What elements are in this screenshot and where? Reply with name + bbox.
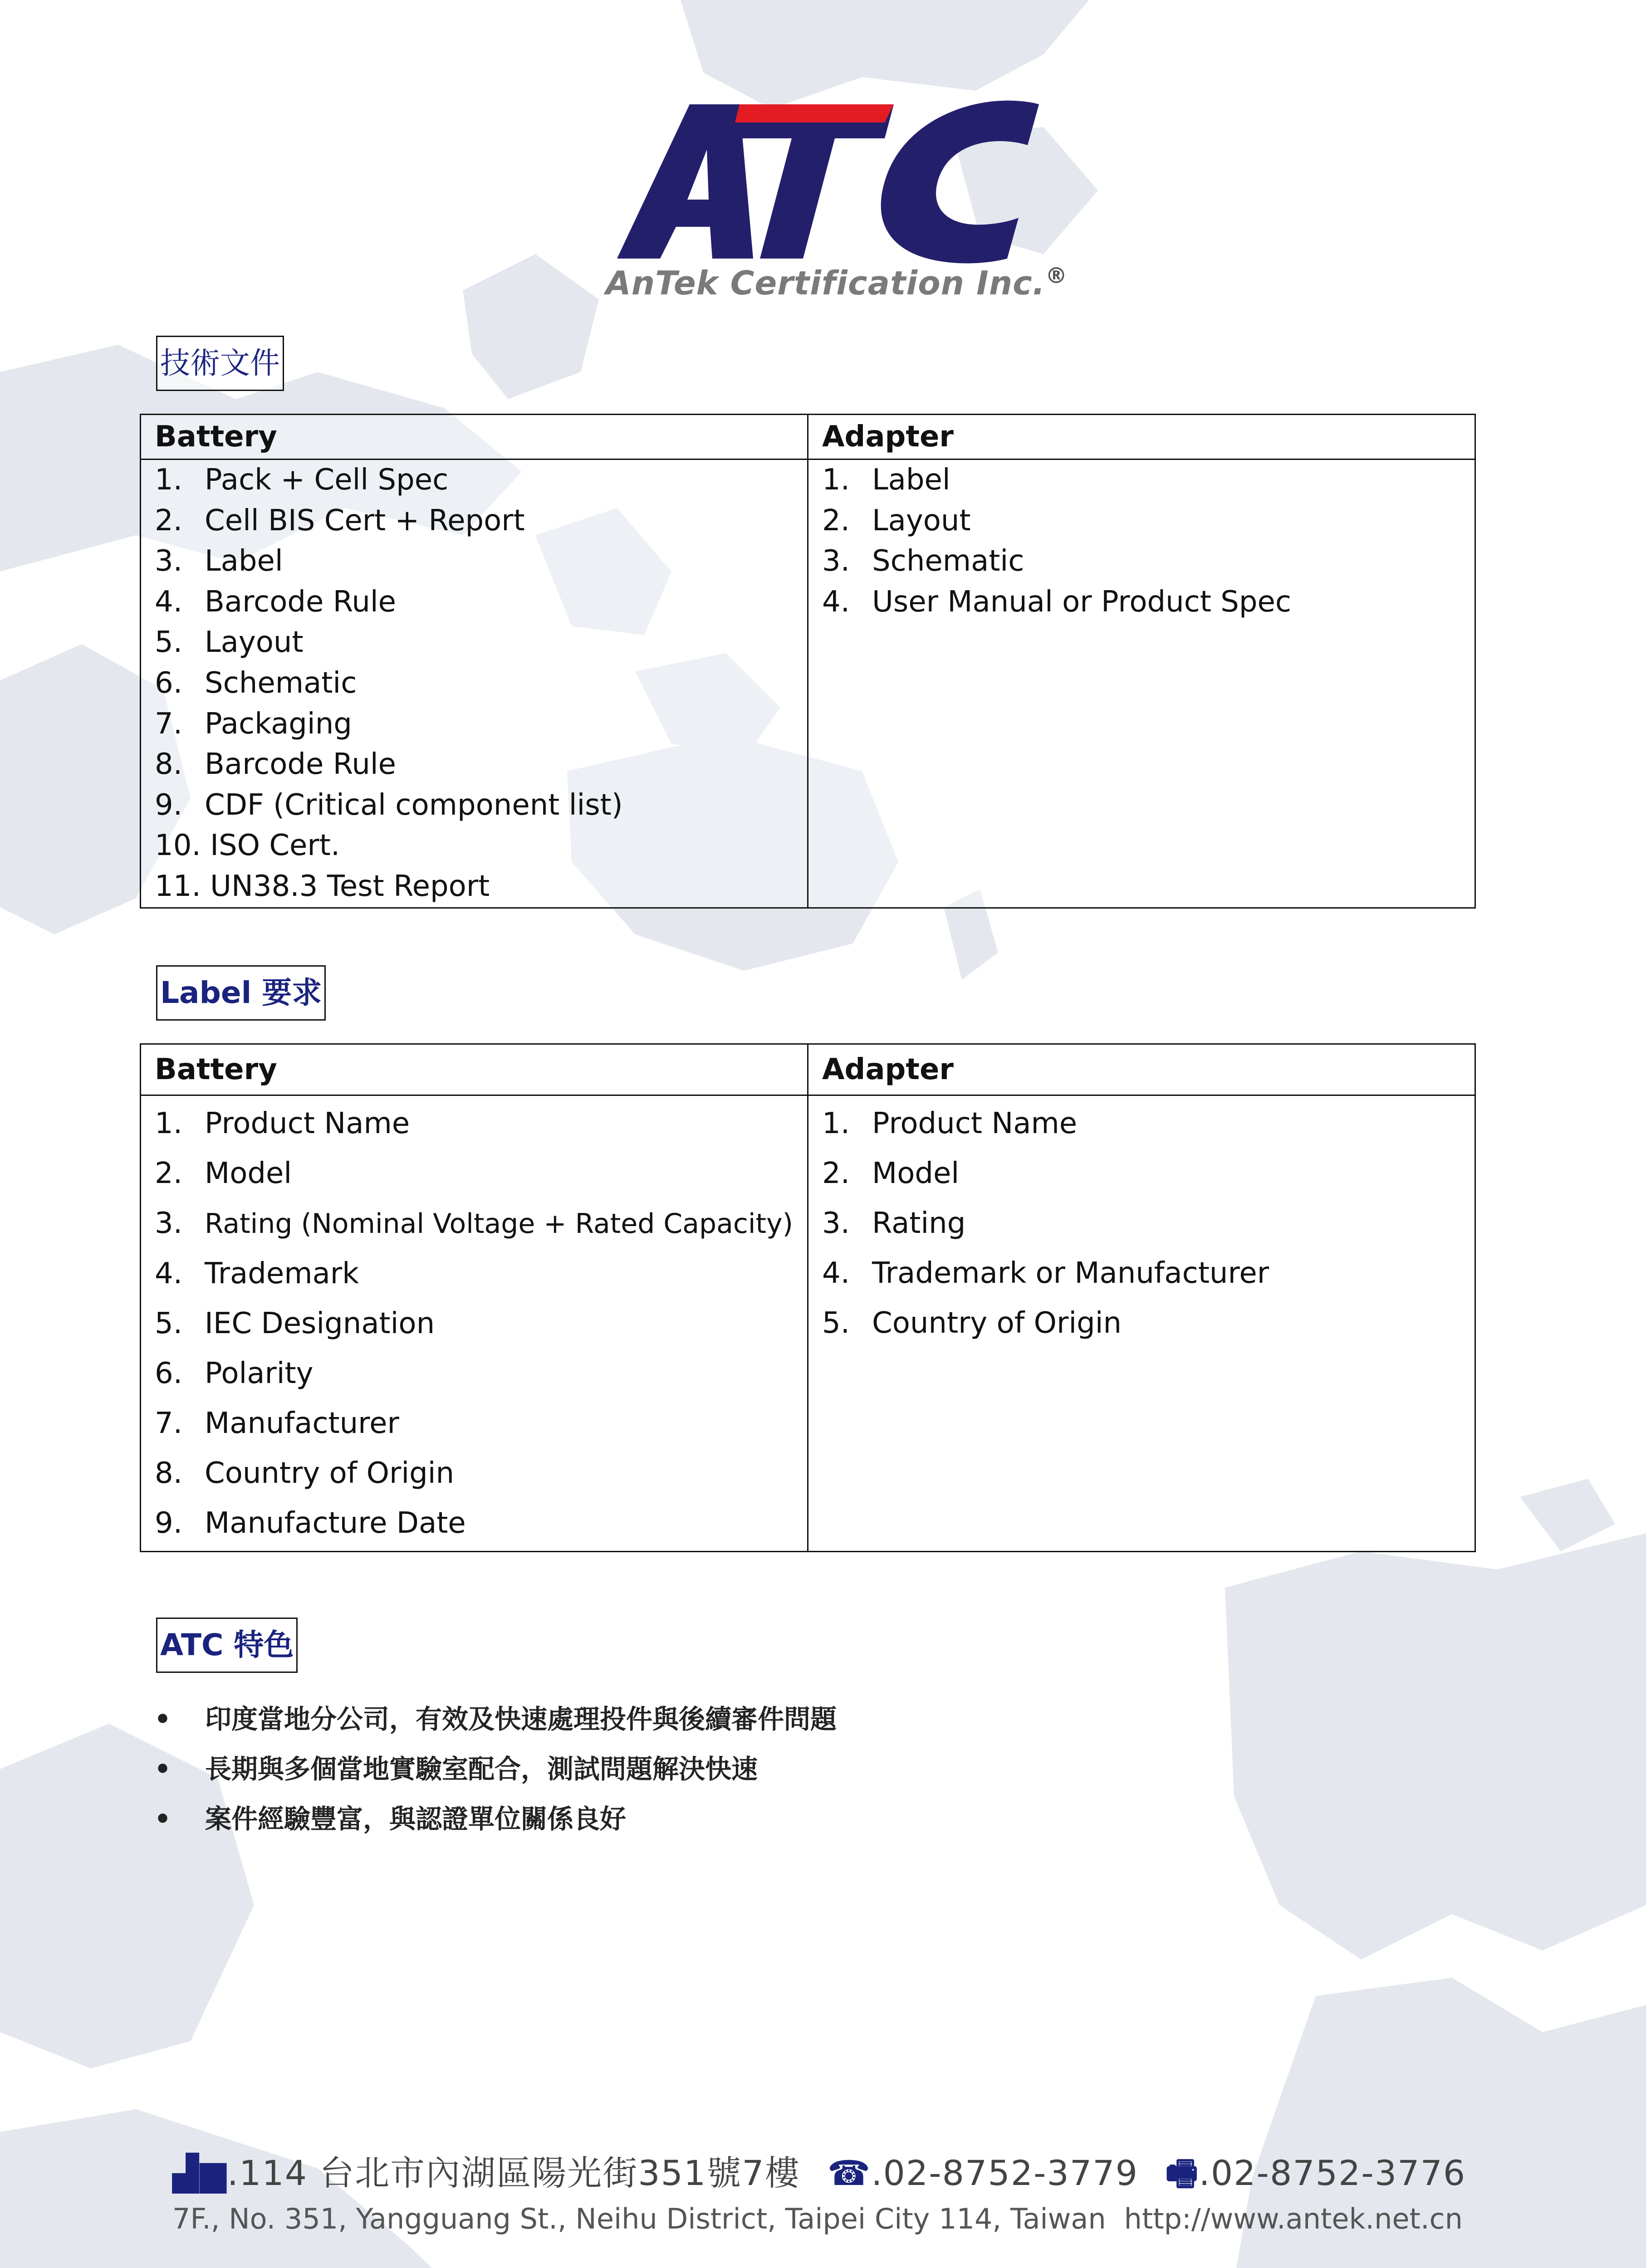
list-item: 6. Schematic (155, 666, 357, 700)
battery-label-list (155, 1099, 794, 1548)
footer-address-en: 7F., No. 351, Yangguang St., Neihu District, Taipei City 114, Taiwan (172, 2202, 1106, 2235)
bullet-icon: • (154, 1754, 171, 1784)
list-item: 1. Label (822, 463, 950, 497)
adapter-docs-list (822, 460, 1461, 622)
fax-icon: 🖷 (1165, 2153, 1199, 2193)
list-item: 1. Product Name (155, 1107, 410, 1140)
list-item: 9. Manufacture Date (155, 1506, 466, 1540)
footer-phone: .02-8752-3779 (871, 2153, 1138, 2193)
list-item: 5. IEC Designation (155, 1307, 435, 1340)
list-item: 2. Layout (822, 503, 971, 538)
list-item: 2. Cell BIS Cert + Report (155, 503, 525, 538)
list-item: 4. User Manual or Product Spec (822, 585, 1292, 619)
building-icon: ▟▆ (172, 2153, 227, 2193)
features-list (154, 1694, 837, 1844)
list-item: • 案件經驗豐富，與認證單位關係良好 (154, 1794, 837, 1844)
section-heading-tech-docs: 技術文件 (156, 336, 284, 391)
list-item: 6. Polarity (155, 1357, 314, 1390)
list-item: 7. Manufacturer (155, 1407, 399, 1440)
battery-label-cell (141, 1095, 808, 1552)
list-item: 3. Rating (822, 1207, 966, 1240)
list-item: 11. UN38.3 Test Report (155, 869, 490, 903)
logo-subtitle: AnTek Certification Inc.® (606, 263, 1068, 302)
list-item: 10. ISO Cert. (155, 829, 340, 863)
footer-contact-line (172, 2146, 1466, 2207)
list-item: 2. Model (155, 1157, 292, 1190)
footer-url[interactable]: http://www.antek.net.cn (1124, 2202, 1463, 2235)
list-item: • 印度當地分公司，有效及快速處理投件與後續審件問題 (154, 1694, 837, 1744)
adapter-docs-cell (808, 459, 1475, 908)
section-heading-label-req: Label 要求 (156, 965, 326, 1021)
list-item: 8. Barcode Rule (155, 748, 397, 782)
footer-address-zh: .114 台北市內湖區陽光街351號7樓 (227, 2153, 800, 2193)
telephone-icon: ☎ (827, 2153, 872, 2193)
footer-address-line (172, 2202, 1463, 2235)
table-header-adapter: Adapter (808, 1044, 1475, 1095)
list-item: 3. Schematic (822, 544, 1024, 578)
list-item: 1. Pack + Cell Spec (155, 463, 449, 497)
section-heading-features: ATC 特色 (156, 1618, 298, 1673)
list-item: 2. Model (822, 1157, 960, 1190)
list-item: 4. Barcode Rule (155, 585, 397, 619)
tech-docs-table (140, 414, 1476, 909)
list-item: 3. Label (155, 544, 283, 578)
list-item: 5. Country of Origin (822, 1306, 1122, 1340)
label-req-table (140, 1043, 1476, 1552)
table-header-battery: Battery (141, 1044, 808, 1095)
battery-docs-list (155, 460, 794, 907)
list-item: 9. CDF (Critical component list) (155, 788, 623, 822)
list-item: 5. Layout (155, 626, 304, 660)
list-item: • 長期與多個當地實驗室配合，測試問題解決快速 (154, 1744, 837, 1794)
adapter-label-cell (808, 1095, 1475, 1552)
table-header-battery: Battery (141, 415, 808, 459)
battery-docs-cell (141, 459, 808, 908)
list-item: 4. Trademark or Manufacturer (822, 1256, 1269, 1290)
list-item: 8. Country of Origin (155, 1457, 455, 1490)
bullet-icon: • (154, 1704, 171, 1735)
adapter-label-list (822, 1099, 1461, 1348)
list-item: 7. Packaging (155, 707, 352, 741)
table-header-adapter: Adapter (808, 415, 1475, 459)
footer-fax: .02-8752-3776 (1199, 2153, 1466, 2193)
list-item: 3. Rating (Nominal Voltage + Rated Capacity) (155, 1207, 794, 1240)
bullet-icon: • (154, 1804, 171, 1834)
list-item: 1. Product Name (822, 1107, 1078, 1140)
list-item: 4. Trademark (155, 1257, 359, 1290)
